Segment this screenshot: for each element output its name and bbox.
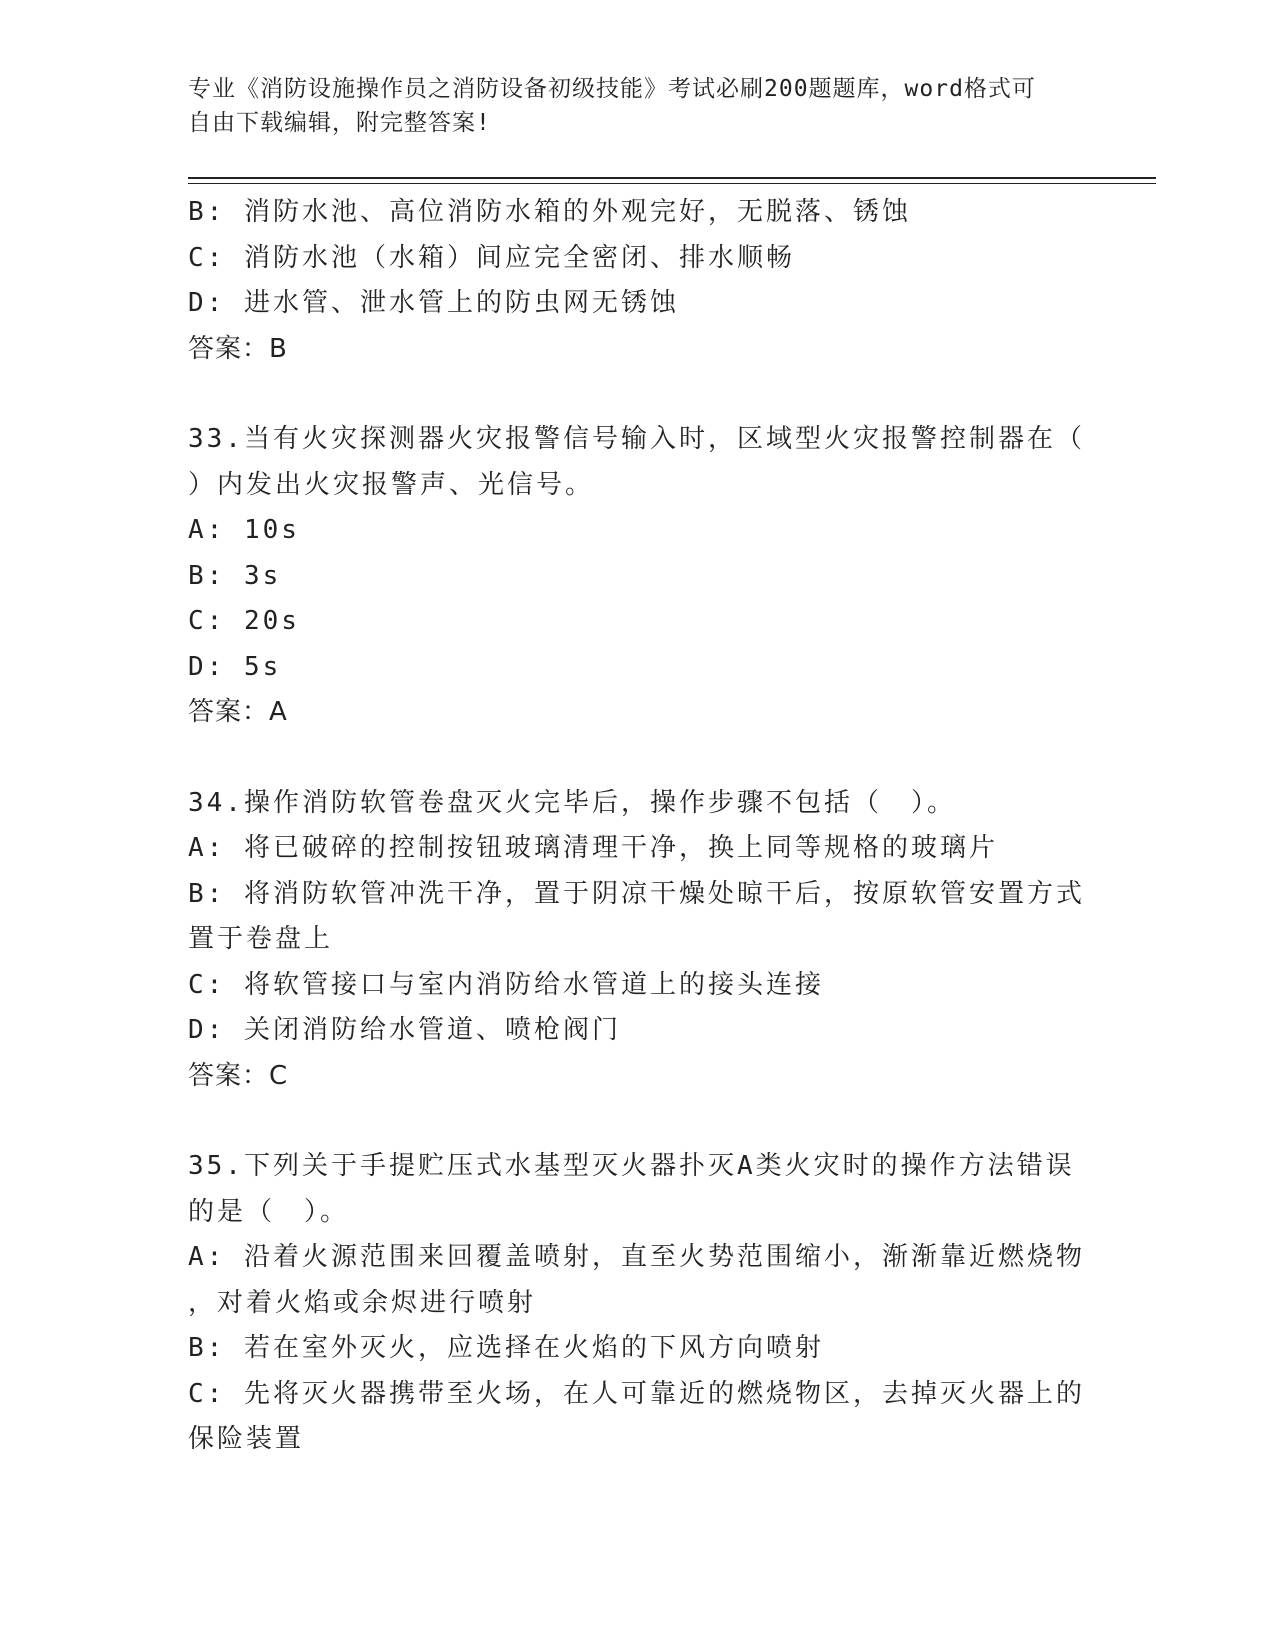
- question-previous: [188, 190, 1068, 372]
- option-c: C: 先将灭火器携带至火场，在人可靠近的燃烧物区，去掉灭火器上的: [188, 1378, 1085, 1409]
- question-stem-line: ）内发出火灾报警声、光信号。: [188, 469, 595, 500]
- question-33: [188, 417, 1085, 736]
- option-a: A: 10s: [188, 515, 300, 545]
- question-stem-line: 的是（ ）。: [188, 1196, 350, 1227]
- document-body: [188, 190, 1085, 1463]
- header-rule-thick: [188, 177, 1156, 179]
- option-c: C: 消防水池（水箱）间应完全密闭、排水顺畅: [188, 242, 795, 273]
- option-d: D: 5s: [188, 651, 282, 682]
- header-rule-thin: [188, 183, 1156, 184]
- option-b: B: 将消防软管冲洗干净，置于阴凉干燥处晾干后，按原软管安置方式: [188, 878, 1085, 909]
- option-d: D: 关闭消防给水管道、喷枪阀门: [188, 1015, 621, 1045]
- answer: 答案：A: [188, 697, 288, 727]
- option-d: D: 进水管、泄水管上的防虫网无锈蚀: [188, 288, 679, 318]
- question-stem-line: 33.当有火灾探测器火灾报警信号输入时，区域型火灾报警控制器在（: [188, 424, 1085, 454]
- option-a-continuation: ，对着火焰或余烬进行喷射: [188, 1287, 537, 1318]
- question-stem-line: 34.操作消防软管卷盘灭火完毕后，操作步骤不包括（ ）。: [188, 787, 956, 818]
- option-a: A: 将已破碎的控制按钮玻璃清理干净，换上同等规格的玻璃片: [188, 833, 998, 863]
- header-line-2: 自由下载编辑，附完整答案!: [188, 110, 491, 136]
- spacer: [188, 736, 1068, 781]
- spacer: [188, 372, 1068, 417]
- question-34: [188, 781, 1085, 1100]
- spacer: [188, 1099, 1068, 1144]
- option-b: B: 若在室外灭火，应选择在火焰的下风方向喷射: [188, 1333, 824, 1363]
- option-c-continuation: 保险装置: [188, 1424, 305, 1454]
- option-b: B: 3s: [188, 560, 282, 591]
- option-b-continuation: 置于卷盘上: [188, 924, 334, 954]
- answer: 答案：C: [188, 1060, 289, 1091]
- question-35: [188, 1144, 1085, 1463]
- answer: 答案：B: [188, 333, 288, 364]
- question-stem-line: 35.下列关于手提贮压式水基型灭火器扑灭A类火灾时的操作方法错误: [188, 1151, 1075, 1181]
- option-c: C: 20s: [188, 606, 300, 636]
- document-header: [188, 72, 1068, 140]
- option-b: B: 消防水池、高位消防水箱的外观完好，无脱落、锈蚀: [188, 197, 911, 227]
- option-a: A: 沿着火源范围来回覆盖喷射，直至火势范围缩小，渐渐靠近燃烧物: [188, 1242, 1085, 1272]
- option-c: C: 将软管接口与室内消防给水管道上的接头连接: [188, 969, 824, 1000]
- header-line-1: 专业《消防设施操作员之消防设备初级技能》考试必刷200题题库，word格式可: [188, 76, 1036, 102]
